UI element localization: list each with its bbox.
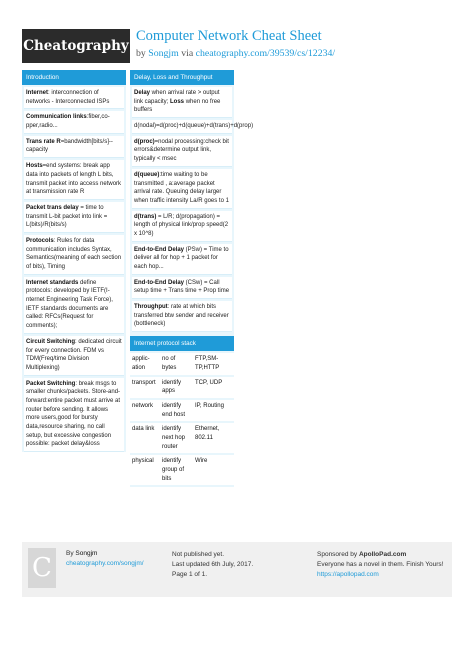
card-term: Trans rate R: [26, 138, 61, 145]
card-text: =bandwidth[bits/s]--capacity: [26, 138, 113, 154]
byline-prefix: by: [136, 48, 146, 59]
table-cell: no of bytes: [160, 353, 193, 374]
table-cell: physical: [130, 455, 160, 485]
table-cell: identify apps: [160, 377, 193, 398]
table-cell: identify group of bits: [160, 455, 193, 485]
table-cell: applic-ation: [130, 353, 160, 374]
protocol-stack-table: [130, 351, 234, 487]
introduction-card: [24, 277, 124, 334]
author-link[interactable]: Songjm: [148, 48, 179, 59]
delay-heading: Delay, Loss and Throughput: [130, 70, 234, 85]
card-term: Circuit Switching: [26, 338, 76, 345]
introduction-card: [24, 160, 124, 200]
delay-card: [132, 244, 232, 275]
card-term: Communication links: [26, 114, 87, 121]
delay-card: [132, 87, 232, 118]
delay-section: [130, 70, 254, 487]
card-term: Internet: [26, 90, 49, 96]
byline-via: via: [181, 48, 194, 59]
page-title: Computer Network Cheat Sheet: [136, 28, 322, 44]
table-cell: Wire: [193, 455, 234, 485]
card-text: (PSw) = Time to deliver all for hop + 1 packet for each hop...: [134, 246, 229, 270]
card-text: when arrival rate > output link capacity;: [134, 90, 220, 105]
table-cell: TCP, UDP: [193, 377, 234, 398]
footer-status: [172, 550, 253, 580]
card-text: :fiber,co-pper,radio...: [26, 114, 110, 130]
footer-author: [66, 550, 97, 557]
delay-card: [132, 301, 232, 332]
table-cell: FTP,SM-TP,HTTP: [193, 353, 234, 374]
sponsor-url-link[interactable]: https://apollopad.com: [317, 571, 379, 579]
card-term: Throughput: [134, 304, 168, 311]
card-term: End-to-End Delay: [134, 246, 185, 253]
table-cell: IP, Routing: [193, 400, 234, 421]
sponsor-prefix: Sponsored by: [317, 551, 358, 558]
table-cell: Ethernet, 802.11: [193, 423, 234, 453]
introduction-heading: Introduction: [22, 70, 126, 85]
card-text: = L/R; d(propagation) = length of physical link/prop speed(2 x 10^8): [134, 213, 229, 237]
table-cell: identify end host: [160, 400, 193, 421]
introduction-card: [24, 235, 124, 275]
sponsor-tagline: Everyone has a novel in them. Finish Yours!: [317, 561, 444, 569]
card-text: (CSw) = Call setup time + Trans time + Prop time: [134, 279, 230, 295]
table-row: [130, 423, 234, 453]
introduction-section: [22, 70, 126, 452]
cheatography-logo[interactable]: Cheatography: [22, 29, 130, 63]
card-term: Internet standards: [26, 279, 79, 286]
card-text: :time waiting to be transmitted , a:average packet arrival rate. Queuing delay larger when traffic intensity La/R goes to 1: [134, 171, 229, 204]
table-row: [130, 400, 234, 421]
footer-author-link[interactable]: cheatography.com/songjm/: [66, 560, 144, 567]
sponsor-name[interactable]: ApolloPad.com: [358, 551, 407, 558]
author-avatar: C: [28, 548, 56, 588]
introduction-card: [24, 111, 124, 133]
table-row: [130, 377, 234, 398]
introduction-card: [24, 378, 124, 453]
page-footer: [22, 542, 452, 597]
table-cell: network: [130, 400, 160, 421]
card-text: when no free buffers: [134, 98, 221, 114]
card-term: End-to-End Delay: [134, 279, 185, 286]
table-row: [130, 353, 234, 374]
card-term: Packet trans delay: [26, 204, 79, 211]
delay-card: [132, 169, 232, 209]
card-text: : dedicated circuit for every connection. FDM vs TDM(Freq/time Division Multiplexing): [26, 338, 122, 371]
introduction-card: [24, 336, 124, 376]
card-text: : Rules for data communication includes Syntax, Semantics(meaning of each section of bits), Timing: [26, 237, 122, 270]
card-text: : interconnection of networks - Interconnected ISPs: [26, 90, 110, 105]
published-status: Not published yet.: [172, 551, 225, 558]
table-cell: transport: [130, 377, 160, 398]
delay-card: [132, 211, 232, 242]
card-text: =nodal processing:check bit errors&determine output link, typically < msec: [134, 138, 229, 163]
card-term: Loss: [170, 98, 185, 105]
card-text: : rate at which bits transferred btw sender and receiver (bottleneck): [134, 304, 229, 328]
card-term: Protocols: [26, 237, 54, 244]
protocol-stack-heading: Internet protocol stack: [130, 336, 234, 351]
introduction-card: [24, 87, 124, 109]
card-text: =end systems: break app data into packets of length L bits, transmit packet into access network at transmission rate R: [26, 163, 122, 196]
table-cell: data link: [130, 423, 160, 453]
delay-card: [132, 120, 254, 134]
card-term: d(proc): [134, 138, 155, 145]
table-row: [130, 455, 234, 485]
delay-card: [132, 136, 232, 167]
page-header: [0, 14, 474, 70]
card-text: : break msgs to smaller chunks/packets. Store-and-forward:entire packet must arrive at router before sending. It allows more users,good for bursty data,resource sharing, no call setup, but excessive congestion possible: packet delay&loss: [26, 380, 121, 448]
footer-by: By: [66, 550, 74, 557]
footer-author-name: Songjm: [75, 550, 98, 557]
card-term: Hosts: [26, 163, 43, 170]
introduction-card: [24, 136, 124, 158]
table-cell: identify next hop router: [160, 423, 193, 453]
sheet-url-link[interactable]: cheatography.com/39539/cs/12234/: [195, 48, 336, 59]
card-text: define protocols: developed by IETF(I-nternet Engineering Task Force), IETF standards documents are called: RFCs(Request for comments);: [26, 279, 113, 330]
footer-sponsor: [317, 550, 447, 580]
page-number: Page 1 of 1.: [172, 571, 208, 579]
card-term: d(trans): [134, 213, 157, 220]
byline: [136, 48, 335, 59]
last-updated: Last updated 6th July, 2017.: [172, 561, 254, 569]
card-text: = time to transmit L-bit packet into link = L(bits)/R(bits/s): [26, 204, 108, 229]
card-text: d(nodal)=d(proc)+d(queue)+d(trans)+d(prop): [134, 123, 254, 130]
card-term: Delay: [134, 90, 151, 96]
sponsor-line: [317, 550, 447, 560]
delay-card: [132, 277, 232, 299]
card-term: Packet Switching: [26, 380, 76, 387]
introduction-card: [24, 202, 124, 233]
card-term: d(queue): [134, 171, 160, 178]
